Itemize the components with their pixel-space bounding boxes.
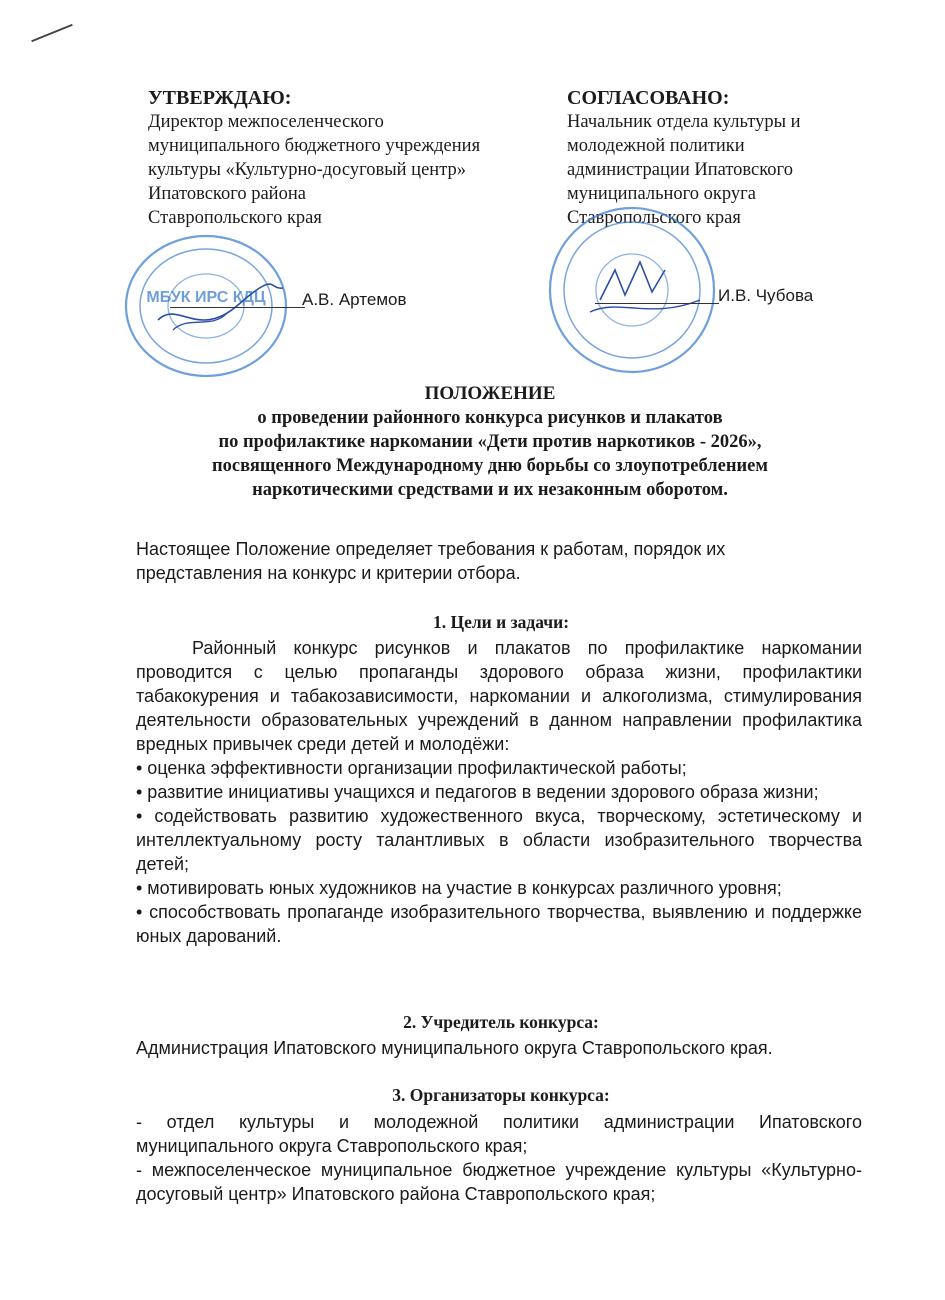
organization-stamp-left xyxy=(118,230,292,380)
section-1-bullet: • мотивировать юных художников на участие в конкурсах различного уровня; xyxy=(136,878,782,898)
agreed-line: муниципального округа xyxy=(567,184,756,204)
section-1-bullet: • способствовать пропаганде изобразительного творчества, выявлению и поддержке юных дарований. xyxy=(136,902,862,946)
section-1-body xyxy=(136,636,862,948)
section-1-bullet: • оценка эффективности организации профилактической работы; xyxy=(136,758,687,778)
title-line: посвященного Международному дню борьбы со злоупотреблением xyxy=(212,456,768,476)
section-1-paragraph: Районный конкурс рисунков и плакатов по профилактике наркомании проводится с целью пропаганды здорового образа жизни, профилактики табакокурения и табакозависимости, наркомании и алкоголизма, стимулирования деятельности образовательных учреждений в данном направлении профилактика вредных привычек среди детей и молодёжи: xyxy=(136,638,862,754)
approve-line: муниципального бюджетного учреждения xyxy=(148,136,481,156)
section-3-body xyxy=(136,1110,862,1206)
section-2-body xyxy=(136,1036,862,1060)
approve-line: культуры «Культурно-досуговый центр» xyxy=(148,160,467,180)
approve-heading: УТВЕРЖДАЮ: xyxy=(148,87,292,109)
section-3-item: - межпоселенческое муниципальное бюджетное учреждение культуры «Культурно-досуговый центр» Ипатовского района Ставропольского края; xyxy=(136,1160,862,1204)
approve-signatory: А.В. Артемов xyxy=(302,290,407,309)
document-title xyxy=(120,382,860,502)
approve-line: Директор межпоселенческого xyxy=(148,112,384,132)
section-3-item: - отдел культуры и молодежной политики администрации Ипатовского муниципального округа Ставропольского края; xyxy=(136,1112,862,1156)
intro-paragraph: Настоящее Положение определяет требования к работам, порядок их представления на конкурс и критерии отбора. xyxy=(136,539,726,583)
approve-line: Ипатовского района xyxy=(148,184,306,204)
stamp-label: МБУК ИРС КДЦ xyxy=(146,289,266,306)
section-2-text: Администрация Ипатовского муниципального округа Ставропольского края. xyxy=(136,1038,773,1058)
agreed-line: администрации Ипатовского xyxy=(567,160,793,180)
agreed-heading: СОГЛАСОВАНО: xyxy=(567,87,730,109)
section-2-title: 2. Учредитель конкурса: xyxy=(403,1012,599,1032)
organization-stamp-right xyxy=(540,200,722,380)
title-line: наркотическими средствами и их незаконным оборотом. xyxy=(252,480,728,500)
agreed-line: молодежной политики xyxy=(567,136,745,156)
scan-mark xyxy=(31,24,73,42)
approve-line: Ставропольского края xyxy=(148,208,322,228)
title-line: о проведении районного конкурса рисунков и плакатов xyxy=(257,408,723,428)
agreed-signatory: И.В. Чубова xyxy=(718,286,814,305)
agreed-line: Начальник отдела культуры и xyxy=(567,112,801,132)
agreed-line: Ставропольского края xyxy=(567,208,741,228)
section-1-bullet: • развитие инициативы учащихся и педагогов в ведении здорового образа жизни; xyxy=(136,782,819,802)
signature-line-left xyxy=(170,307,305,308)
title-main: ПОЛОЖЕНИЕ xyxy=(424,383,556,404)
approve-block xyxy=(148,86,548,230)
title-line: по профилактике наркомании «Дети против наркотиков - 2026», xyxy=(218,432,762,452)
section-3-title: 3. Организаторы конкурса: xyxy=(392,1085,610,1105)
signature-line-right xyxy=(595,303,719,304)
section-1-bullet: • содействовать развитию художественного вкуса, творческому, эстетическому и интеллектуальному росту талантливых в области изобразительного творчества детей; xyxy=(136,806,862,874)
section-1-title: 1. Цели и задачи: xyxy=(432,612,570,632)
